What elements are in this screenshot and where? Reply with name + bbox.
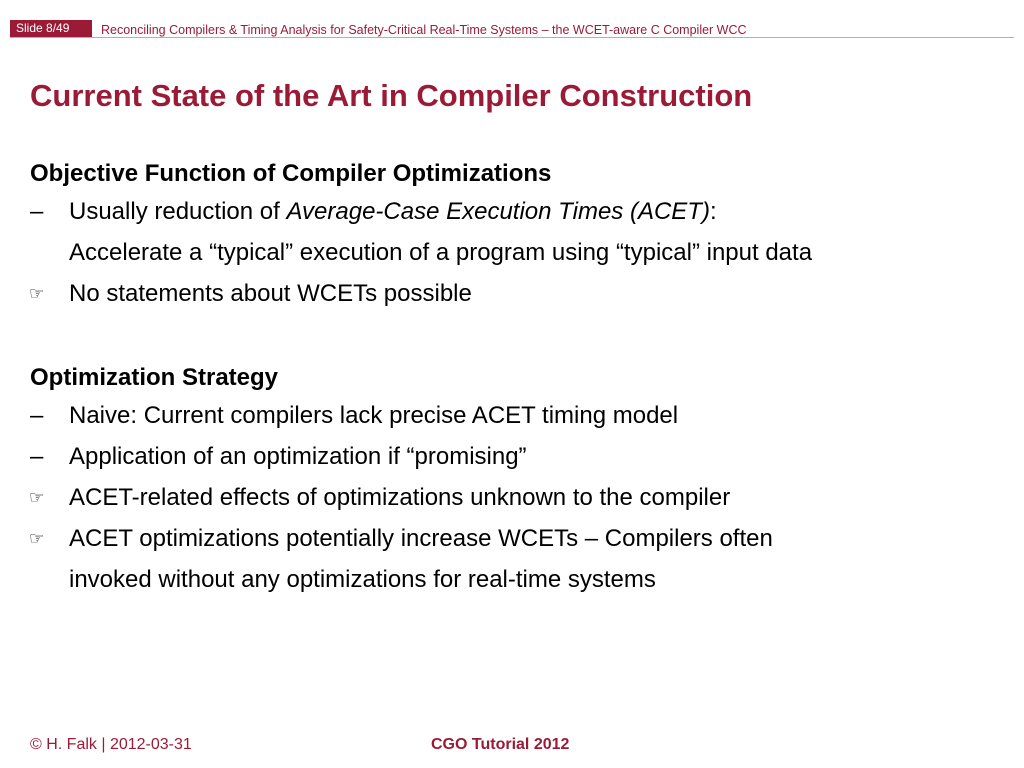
slide-number-badge: Slide 8/49: [10, 20, 92, 37]
section-heading: Optimization Strategy: [30, 364, 279, 391]
item-text: No statements about WCETs possible: [69, 280, 472, 307]
dash-bullet: –: [30, 443, 44, 470]
item-text: Naive: Current compilers lack precise ACET timing model: [69, 402, 679, 429]
item-text: Usually reduction of: [69, 198, 287, 225]
item-text: ACET optimizations potentially increase WCETs – Compilers often: [69, 525, 773, 552]
list-item: [30, 273, 1000, 314]
slide-title: Current State of the Art in Compiler Construction: [30, 78, 753, 113]
list-item: [30, 436, 1000, 477]
section-spacer: [30, 314, 1000, 361]
item-text: Application of an optimization if “promising”: [69, 443, 527, 470]
item-continuation: Accelerate a “typical” execution of a program using “typical” input data: [69, 239, 813, 266]
item-text: ACET-related effects of optimizations unknown to the compiler: [69, 484, 731, 511]
list-item: [30, 477, 1000, 518]
dash-bullet: –: [30, 402, 44, 429]
talk-title: Reconciling Compilers & Timing Analysis for Safety-Critical Real-Time Systems – the WCET-aware C Compiler WCC: [101, 23, 747, 37]
list-item: [30, 191, 1000, 273]
item-continuation: invoked without any optimizations for real-time systems: [69, 566, 656, 593]
item-text-suffix: :: [709, 198, 717, 225]
header-divider: [10, 37, 1014, 38]
section-heading: Objective Function of Compiler Optimizations: [30, 160, 552, 187]
list-item: [30, 518, 1000, 600]
section-objective-function: [30, 157, 1000, 314]
section-optimization-strategy: [30, 361, 1000, 600]
footer-event: CGO Tutorial 2012: [431, 736, 570, 753]
slide-content: [30, 157, 1000, 600]
dash-bullet: –: [30, 198, 44, 225]
footer-author-date: © H. Falk | 2012-03-31: [30, 736, 192, 753]
list-item: [30, 395, 1000, 436]
pointing-hand-icon: ☞: [29, 488, 45, 507]
pointing-hand-icon: ☞: [29, 529, 45, 548]
item-emphasis: Average-Case Execution Times (ACET): [286, 198, 710, 225]
pointing-hand-icon: ☞: [29, 284, 45, 303]
